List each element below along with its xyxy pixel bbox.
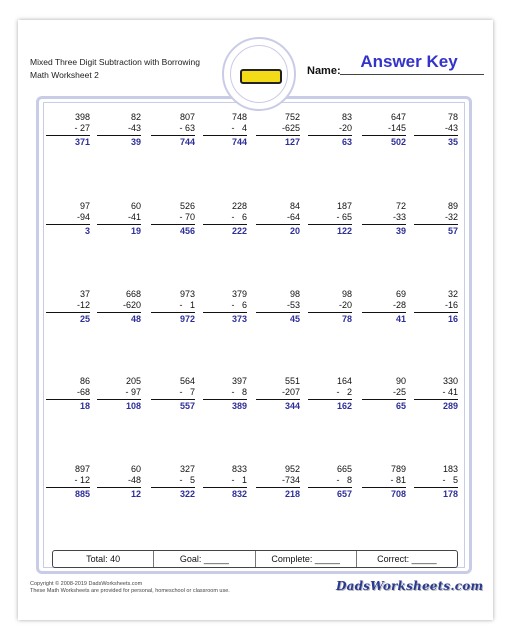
problem-answer: 12 — [130, 489, 141, 499]
problem-subtrahend: - 1 — [231, 475, 247, 485]
problem-subtrahend: -94 — [76, 212, 90, 222]
title-line-1: Mixed Three Digit Subtraction with Borrowing — [30, 57, 200, 67]
problem-minuend: 83 — [341, 112, 352, 122]
problem-answer: 557 — [179, 401, 195, 411]
problem-subtrahend: -734 — [281, 475, 300, 485]
total-count: Total: 40 — [53, 551, 154, 567]
problem-answer: 122 — [336, 226, 352, 236]
problem — [308, 376, 352, 412]
problem-minuend: 78 — [447, 112, 458, 122]
problem — [151, 376, 195, 412]
problem-answer: 16 — [447, 314, 458, 324]
summary-bar — [52, 550, 458, 568]
problem-subtrahend: - 7 — [179, 387, 195, 397]
pencil-badge — [222, 37, 296, 111]
problem — [362, 289, 406, 325]
problem-minuend: 973 — [179, 289, 195, 299]
problem — [151, 201, 195, 237]
problem-subtrahend: -625 — [281, 123, 300, 133]
problem — [362, 464, 406, 500]
problem-subtrahend: -12 — [76, 300, 90, 310]
problem-subtrahend: - 4 — [231, 123, 247, 133]
problem-answer: 832 — [231, 489, 247, 499]
problem — [46, 112, 90, 148]
problem — [203, 112, 247, 148]
complete-field: Complete: _____ — [256, 551, 357, 567]
problem-subtrahend: - 2 — [336, 387, 352, 397]
problem-minuend: 97 — [79, 201, 90, 211]
problem — [46, 289, 90, 325]
problem-minuend: 69 — [395, 289, 406, 299]
usage-note: These Math Worksheets are provided for personal, homeschool or classroom use. — [30, 588, 230, 594]
problem-answer: 222 — [231, 226, 247, 236]
problem-minuend: 647 — [390, 112, 406, 122]
problem-answer: 289 — [442, 401, 458, 411]
problem — [256, 112, 300, 148]
problem — [362, 201, 406, 237]
problem-answer: 371 — [74, 137, 90, 147]
brand-logo: DadsWorksheets.com — [336, 579, 484, 593]
problem — [414, 112, 458, 148]
problem-subtrahend: - 70 — [179, 212, 195, 222]
problem-answer: 744 — [231, 137, 247, 147]
problem-subtrahend: -48 — [127, 475, 141, 485]
problem-subtrahend: -41 — [127, 212, 141, 222]
problem-answer: 162 — [336, 401, 352, 411]
problem-answer: 885 — [74, 489, 90, 499]
problem — [151, 464, 195, 500]
problem-answer: 39 — [130, 137, 141, 147]
problem — [256, 289, 300, 325]
problem-minuend: 98 — [289, 289, 300, 299]
pencil-icon — [240, 69, 282, 84]
problem-subtrahend: - 41 — [442, 387, 458, 397]
problem-answer: 78 — [341, 314, 352, 324]
problem — [203, 464, 247, 500]
problem-answer: 744 — [179, 137, 195, 147]
problem-subtrahend: -64 — [286, 212, 300, 222]
problem-subtrahend: - 97 — [125, 387, 141, 397]
problem-minuend: 37 — [79, 289, 90, 299]
problem — [256, 464, 300, 500]
problem-subtrahend: -33 — [392, 212, 406, 222]
problem — [362, 112, 406, 148]
problem-answer: 3 — [84, 226, 90, 236]
problem-minuend: 551 — [284, 376, 300, 386]
problem-answer: 389 — [231, 401, 247, 411]
problem-minuend: 398 — [74, 112, 90, 122]
problem — [308, 201, 352, 237]
problem — [151, 289, 195, 325]
worksheet-title — [30, 56, 200, 82]
problem — [308, 112, 352, 148]
problem-subtrahend: -43 — [444, 123, 458, 133]
problem-answer: 20 — [289, 226, 300, 236]
problem-minuend: 72 — [395, 201, 406, 211]
problem — [308, 289, 352, 325]
problem-subtrahend: - 5 — [442, 475, 458, 485]
problem — [46, 376, 90, 412]
problem — [97, 112, 141, 148]
problem-subtrahend: -20 — [338, 123, 352, 133]
problem-subtrahend: -68 — [76, 387, 90, 397]
problem-subtrahend: -25 — [392, 387, 406, 397]
problem-answer: 41 — [395, 314, 406, 324]
problem-minuend: 327 — [179, 464, 195, 474]
problem-minuend: 86 — [79, 376, 90, 386]
problem-minuend: 752 — [284, 112, 300, 122]
goal-field: Goal: _____ — [154, 551, 255, 567]
problem — [308, 464, 352, 500]
problem — [97, 464, 141, 500]
problem-subtrahend: -620 — [122, 300, 141, 310]
problem — [97, 289, 141, 325]
problem-minuend: 84 — [289, 201, 300, 211]
problem — [151, 112, 195, 148]
problem-subtrahend: -20 — [338, 300, 352, 310]
problem-answer: 218 — [284, 489, 300, 499]
problem-minuend: 228 — [231, 201, 247, 211]
problem-answer: 18 — [79, 401, 90, 411]
problem-subtrahend: - 8 — [231, 387, 247, 397]
problem-answer: 48 — [130, 314, 141, 324]
problem-minuend: 187 — [336, 201, 352, 211]
problem-answer: 57 — [447, 226, 458, 236]
problem-subtrahend: -145 — [387, 123, 406, 133]
problem-subtrahend: - 5 — [179, 475, 195, 485]
problem-minuend: 90 — [395, 376, 406, 386]
problem — [203, 201, 247, 237]
problem-answer: 63 — [341, 137, 352, 147]
problem — [414, 201, 458, 237]
problem-minuend: 330 — [442, 376, 458, 386]
problem-answer: 25 — [79, 314, 90, 324]
problem-minuend: 32 — [447, 289, 458, 299]
problem-answer: 972 — [179, 314, 195, 324]
problem — [203, 376, 247, 412]
problem-subtrahend: - 6 — [231, 212, 247, 222]
problem-subtrahend: -43 — [127, 123, 141, 133]
problem — [414, 464, 458, 500]
problem-minuend: 89 — [447, 201, 458, 211]
problem-subtrahend: -32 — [444, 212, 458, 222]
problem-minuend: 897 — [74, 464, 90, 474]
problem-minuend: 665 — [336, 464, 352, 474]
problem-answer: 322 — [179, 489, 195, 499]
problem-minuend: 748 — [231, 112, 247, 122]
problem-answer: 178 — [442, 489, 458, 499]
problem-answer: 373 — [231, 314, 247, 324]
problem-minuend: 564 — [179, 376, 195, 386]
problem-answer: 19 — [130, 226, 141, 236]
problem-subtrahend: - 12 — [74, 475, 90, 485]
problem-minuend: 205 — [125, 376, 141, 386]
problem — [97, 201, 141, 237]
problem-subtrahend: -207 — [281, 387, 300, 397]
problem-minuend: 60 — [130, 201, 141, 211]
problem-subtrahend: -16 — [444, 300, 458, 310]
problem-minuend: 952 — [284, 464, 300, 474]
problem-minuend: 60 — [130, 464, 141, 474]
problem — [97, 376, 141, 412]
problem-subtrahend: - 27 — [74, 123, 90, 133]
problem-subtrahend: - 81 — [390, 475, 406, 485]
problem-subtrahend: - 65 — [336, 212, 352, 222]
footer — [30, 581, 230, 595]
answer-key-label: Answer Key — [360, 52, 458, 71]
problem-answer: 35 — [447, 137, 458, 147]
title-line-2: Math Worksheet 2 — [30, 70, 99, 80]
problem-minuend: 183 — [442, 464, 458, 474]
problem-answer: 45 — [289, 314, 300, 324]
copyright: Copyright © 2008-2019 DadsWorksheets.com — [30, 581, 143, 587]
problem-answer: 127 — [284, 137, 300, 147]
problem-subtrahend: -53 — [286, 300, 300, 310]
problem-answer: 657 — [336, 489, 352, 499]
problem-subtrahend: - 1 — [179, 300, 195, 310]
problem-minuend: 82 — [130, 112, 141, 122]
problem — [203, 289, 247, 325]
problem — [46, 201, 90, 237]
problem — [362, 376, 406, 412]
problem-minuend: 668 — [125, 289, 141, 299]
problem-minuend: 164 — [336, 376, 352, 386]
problem-subtrahend: - 6 — [231, 300, 247, 310]
problem-answer: 39 — [395, 226, 406, 236]
problem-minuend: 833 — [231, 464, 247, 474]
problem-minuend: 526 — [179, 201, 195, 211]
problem-answer: 108 — [125, 401, 141, 411]
correct-field: Correct: _____ — [377, 554, 437, 564]
problem-subtrahend: - 8 — [336, 475, 352, 485]
problem — [256, 376, 300, 412]
problem-subtrahend: -28 — [392, 300, 406, 310]
name-line — [340, 74, 484, 75]
problem-answer: 65 — [395, 401, 406, 411]
problem-minuend: 379 — [231, 289, 247, 299]
problem — [414, 289, 458, 325]
problem-answer: 502 — [390, 137, 406, 147]
problem-subtrahend: - 63 — [179, 123, 195, 133]
problem — [46, 464, 90, 500]
problem-minuend: 397 — [231, 376, 247, 386]
problem-minuend: 98 — [341, 289, 352, 299]
problem — [414, 376, 458, 412]
name-label: Name: — [307, 65, 341, 77]
problem-minuend: 789 — [390, 464, 406, 474]
problem-minuend: 807 — [179, 112, 195, 122]
problem — [256, 201, 300, 237]
problem-answer: 344 — [284, 401, 300, 411]
problem-answer: 456 — [179, 226, 195, 236]
problem-answer: 708 — [390, 489, 406, 499]
